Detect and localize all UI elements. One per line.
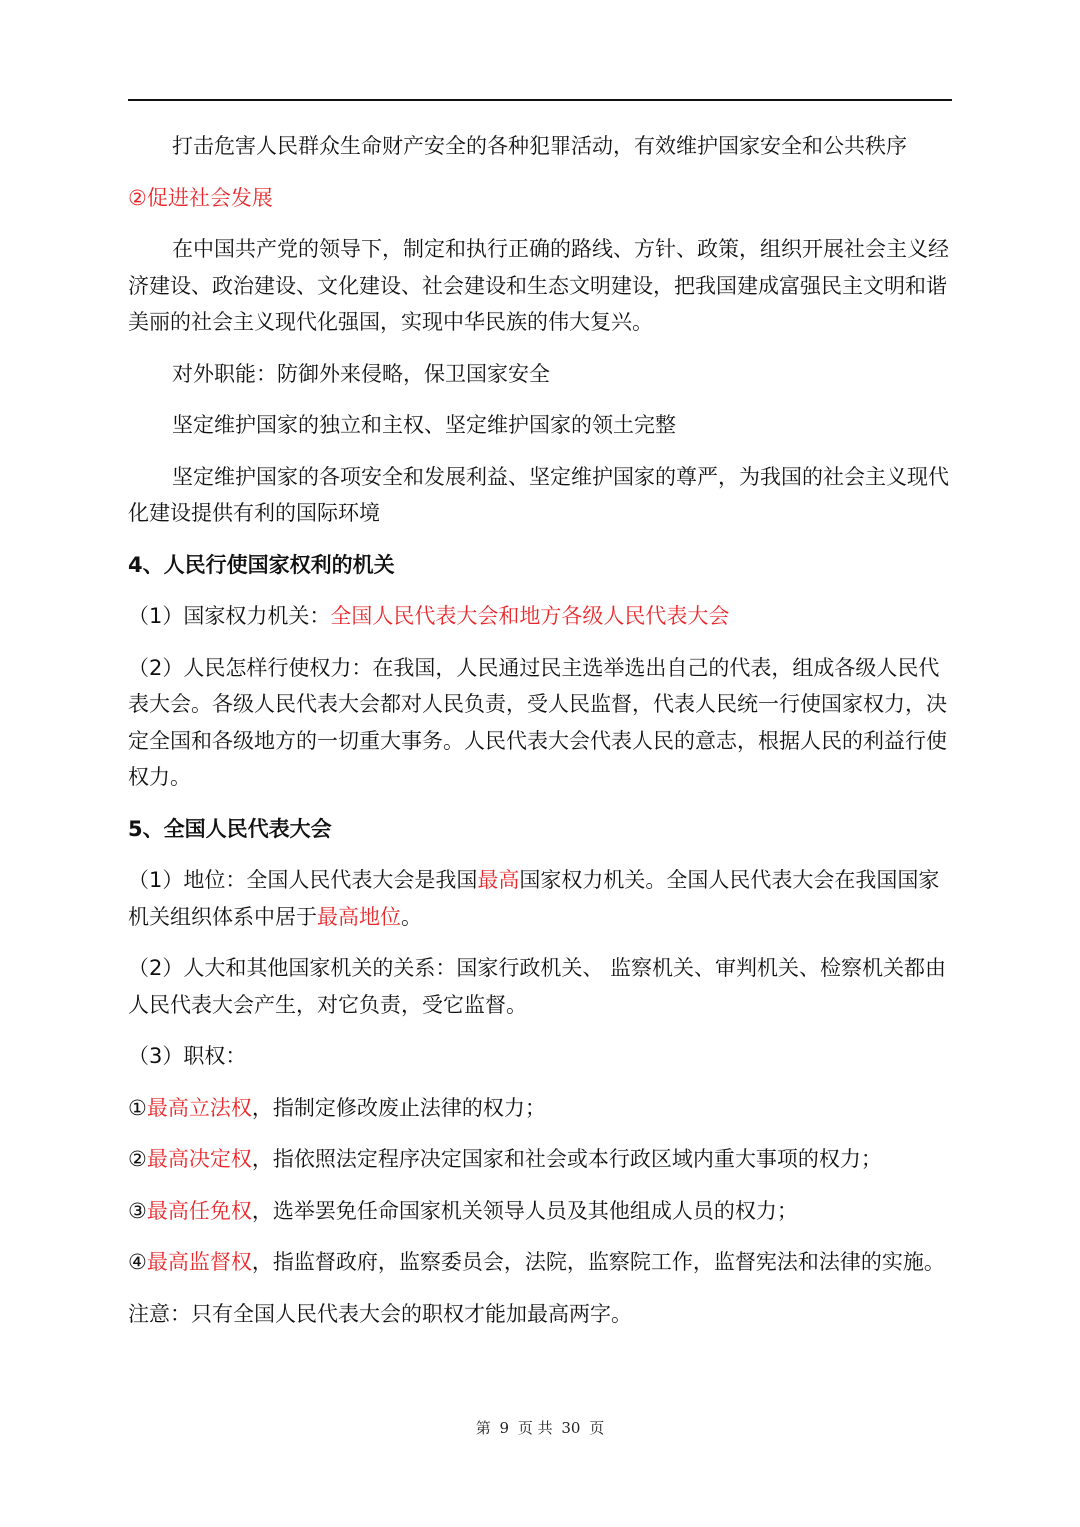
item-highlight: 最高监督权 [146, 1250, 252, 1274]
paragraph-how-people-exercise-power: （2）人民怎样行使权力：在我国，人民通过民主选举选出自己的代表，组成各级人民代表大会。各级人民代表大会都对人民负责，受人民监督，代表人民统一行使国家权力，决定全国和各级地方的一切重大事务。人民代表大会代表人民的意志，根据人民的利益行使权力。 [128, 655, 947, 789]
power-item-appointment [128, 1193, 952, 1230]
paragraph-status [128, 862, 952, 935]
item-highlight: 最高任免权 [146, 1198, 252, 1223]
paragraph-note: 注意：只有全国人民代表大会的职权才能加最高两字。 [128, 1301, 632, 1326]
highlight-highest: 最高 [477, 868, 520, 892]
page-footer [0, 1417, 1080, 1438]
item-text: ，选举罢免任命国家机关领导人员及其他组成人员的权力； [251, 1198, 798, 1223]
footer-suffix: 页 [589, 1419, 605, 1437]
paragraph-sovereignty: 坚定维护国家的独立和主权、坚定维护国家的领土完整 [172, 413, 676, 437]
item-number: ③ [128, 1198, 147, 1223]
item-text: ，指制定修改废止法律的权力； [251, 1095, 546, 1120]
item-text: ，指依照法定程序决定国家和社会或本行政区域内重大事项的权力； [251, 1147, 882, 1171]
heading-section-5: 5、全国人民代表大会 [128, 816, 332, 841]
item-number: ④ [128, 1250, 147, 1274]
highlight-text: 全国人民代表大会和地方各级人民代表大会 [330, 604, 730, 628]
paragraph-state-power-organs [128, 598, 952, 635]
footer-page-number: 9 [499, 1419, 510, 1437]
heading-section-4: 4、人民行使国家权利的机关 [128, 552, 395, 577]
footer-mid: 页 共 [517, 1419, 553, 1437]
item-highlight: 最高立法权 [146, 1095, 252, 1120]
paragraph-development: 在中国共产党的领导下，制定和执行正确的路线、方针、政策，组织开展社会主义经济建设、政治建设、文化建设、社会建设和生态文明建设，把我国建成富强民主文明和谐美丽的社会主义现代化强国，实现中华民族的伟大复兴。 [128, 237, 949, 334]
item-text: ，指监督政府，监察委员会，法院，监察院工作，监督宪法和法律的实施。 [251, 1250, 945, 1274]
status-text-a: （1）地位：全国人民代表大会是我国 [128, 868, 478, 892]
status-text-c: 。 [401, 904, 422, 929]
power-item-decision [128, 1141, 952, 1178]
footer-prefix: 第 [475, 1419, 491, 1437]
footer-total-pages: 30 [561, 1419, 581, 1437]
paragraph-powers-heading: （3）职权： [128, 1044, 247, 1068]
paragraph-external-function: 对外职能：防御外来侵略，保卫国家安全 [172, 361, 550, 386]
status-text-b: 国家权力机关。全国人民代表大会在我国国家机关组织体系中居于 [128, 868, 940, 929]
paragraph-relationship: （2）人大和其他国家机关的关系：国家行政机关、 监察机关、审判机关、检察机关都由人民代表大会产生，对它负责，受它监督。 [128, 956, 947, 1017]
label-text: （1）国家权力机关： [128, 604, 331, 628]
paragraph-security: 坚定维护国家的各项安全和发展利益、坚定维护国家的尊严，为我国的社会主义现代化建设提供有利的国际环境 [128, 464, 949, 525]
highlight-highest-status: 最高地位 [317, 904, 401, 929]
item-highlight: 最高决定权 [146, 1147, 252, 1171]
item-number: ① [128, 1095, 147, 1120]
document-body [128, 128, 952, 1347]
power-item-supervision [128, 1244, 952, 1281]
paragraph-crime: 打击危害人民群众生命财产安全的各种犯罪活动，有效维护国家安全和公共秩序 [172, 134, 907, 158]
item-number: ② [128, 1147, 147, 1171]
power-item-legislation [128, 1090, 952, 1127]
header-rule [128, 99, 952, 101]
subheading-social-development: ②促进社会发展 [128, 185, 273, 210]
